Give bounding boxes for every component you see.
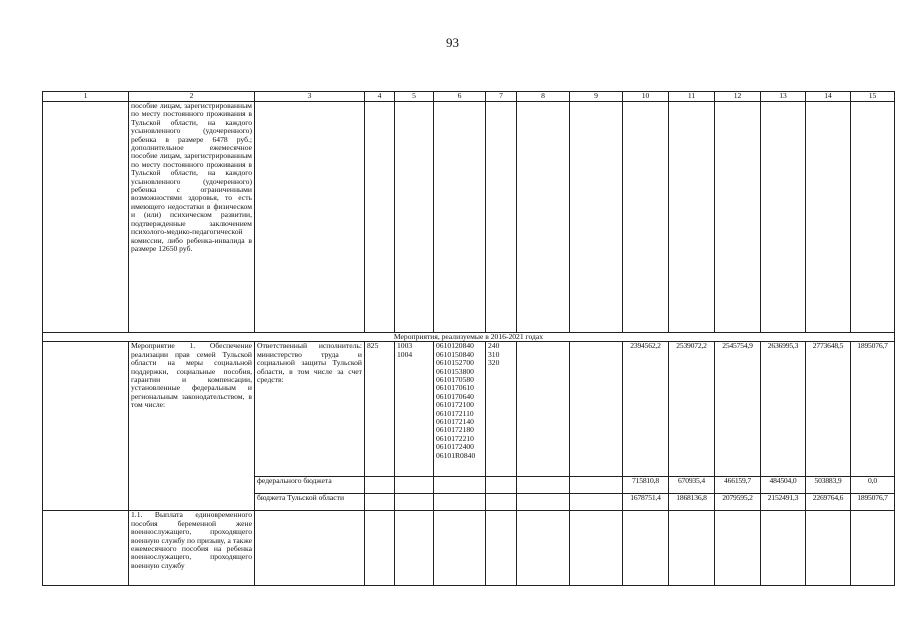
cell-empty (365, 477, 395, 494)
regional-value-2016: 1678751,4 (623, 494, 669, 511)
header-cell: 5 (395, 92, 434, 102)
header-cell: 14 (806, 92, 851, 102)
federal-value-2017: 670935,4 (669, 477, 715, 494)
cell-empty (623, 102, 669, 333)
cell-empty (761, 511, 806, 586)
cell-empty (517, 494, 570, 511)
header-cell: 3 (255, 92, 365, 102)
section-title-row (43, 333, 895, 342)
cell-empty (486, 477, 517, 494)
regional-label: бюджета Тульской области (255, 494, 365, 511)
header-cell: 15 (851, 92, 895, 102)
cell-empty (623, 511, 669, 586)
header-cell: 12 (715, 92, 761, 102)
header-cell: 13 (761, 92, 806, 102)
federal-label: федерального бюджета (255, 477, 365, 494)
cell-empty (570, 342, 623, 477)
cell-empty (570, 511, 623, 586)
cell-empty (395, 511, 434, 586)
cell-empty (486, 511, 517, 586)
benefit-description: пособие лицам, зарегистрированным по месту постоянного проживания в Тульской области, на каждого усыновленного (удочеренного) ребенка в размере 6478 руб.; дополнительное ежемесячное пособие лицам, зарегистрированным по месту постоянного проживания в Тульской области, на каждого усыновленного (удочеренного) ребенка с ограниченными возможностями здоровья, то есть имеющего недостатки в физическом и (или) психическом развитии, подтвержденные заключением психолого-медико-педагогической комиссии, либо ребенка-инвалида в размере 12650 руб. (129, 102, 255, 333)
page-number: 93 (446, 35, 459, 50)
header-cell: 4 (365, 92, 395, 102)
header-cell: 1 (43, 92, 129, 102)
event1-value-2021: 1895076,7 (851, 342, 895, 477)
event1-value-2017: 2539072,2 (669, 342, 715, 477)
cell-empty (434, 477, 486, 494)
cell-empty (570, 102, 623, 333)
header-cell: 2 (129, 92, 255, 102)
event1-value-2018: 2545754,9 (715, 342, 761, 477)
event1-grbs: 825 (365, 342, 395, 477)
cell-empty (255, 102, 365, 333)
header-cell: 8 (517, 92, 570, 102)
event1-description: Мероприятие 1. Обеспечение реализации прав семей Тульской области на меры социальной поддержки, социальные пособия, гарантии и компенсации, установленные федеральным и региональным законодательством, в том числе: (129, 342, 255, 511)
regional-value-2017: 1868136,8 (669, 494, 715, 511)
header-row (43, 92, 895, 102)
cell-empty (761, 102, 806, 333)
event1-section: 1003 1004 (395, 342, 434, 477)
cell-empty (365, 494, 395, 511)
cell-empty (43, 102, 129, 333)
cell-empty (851, 511, 895, 586)
cell-empty (715, 511, 761, 586)
cell-empty (570, 477, 623, 494)
cell-empty (669, 511, 715, 586)
cell-empty (434, 102, 486, 333)
cell-empty (517, 102, 570, 333)
event1-value-2019: 2636995,3 (761, 342, 806, 477)
cell-empty (395, 102, 434, 333)
federal-value-2020: 503883,9 (806, 477, 851, 494)
federal-value-2018: 466159,7 (715, 477, 761, 494)
header-cell: 11 (669, 92, 715, 102)
cell-empty (806, 511, 851, 586)
regional-value-2021: 1895076,7 (851, 494, 895, 511)
cell-empty (255, 511, 365, 586)
cell-empty (395, 494, 434, 511)
cell-empty (434, 511, 486, 586)
event1-value-2016: 2394562,2 (623, 342, 669, 477)
event1-value-2020: 2773648,5 (806, 342, 851, 477)
cell-empty (517, 342, 570, 477)
federal-value-2021: 0,0 (851, 477, 895, 494)
event1-expense-types: 240 310 320 (486, 342, 517, 477)
federal-value-2016: 715810,8 (623, 477, 669, 494)
cell-empty (715, 102, 761, 333)
continued-row (43, 102, 895, 333)
header-cell: 9 (570, 92, 623, 102)
event1-target-codes: 0610120840 0610150840 0610152700 0610153800 0610170580 0610170610 0610170640 0610172100 0610172110 0610172140 0610172180 0610172210 0610172400 06101R0840 (434, 342, 486, 477)
cell-empty (395, 477, 434, 494)
cell-empty (434, 494, 486, 511)
cell-empty (486, 494, 517, 511)
section-title: Мероприятия, реализуемые в 2016-2021 годах (43, 333, 895, 342)
cell-empty (806, 102, 851, 333)
event1-executor: Ответственный исполнитель: министерство труда и социальной защиты Тульской области, в том числе за счет средств: (255, 342, 365, 477)
item11-row (43, 511, 895, 586)
regional-value-2018: 2079595,2 (715, 494, 761, 511)
header-cell: 10 (623, 92, 669, 102)
cell-empty (669, 102, 715, 333)
item11-description: 1.1. Выплата единовременного пособия беременной жене военнослужащего, проходящего военную службу по призыву, а также ежемесячного пособия на ребенка военнослужащего, проходящего военную службу (129, 511, 255, 586)
cell-empty (365, 102, 395, 333)
cell-empty (43, 342, 129, 511)
header-cell: 7 (486, 92, 517, 102)
cell-empty (486, 102, 517, 333)
header-cell: 6 (434, 92, 486, 102)
cell-empty (851, 102, 895, 333)
regional-value-2020: 2269764,6 (806, 494, 851, 511)
federal-value-2019: 484504,0 (761, 477, 806, 494)
event1-row (43, 342, 895, 477)
cell-empty (43, 511, 129, 586)
cell-empty (517, 511, 570, 586)
regional-value-2019: 2152491,3 (761, 494, 806, 511)
cell-empty (517, 477, 570, 494)
cell-empty (365, 511, 395, 586)
program-table (42, 91, 895, 586)
cell-empty (570, 494, 623, 511)
